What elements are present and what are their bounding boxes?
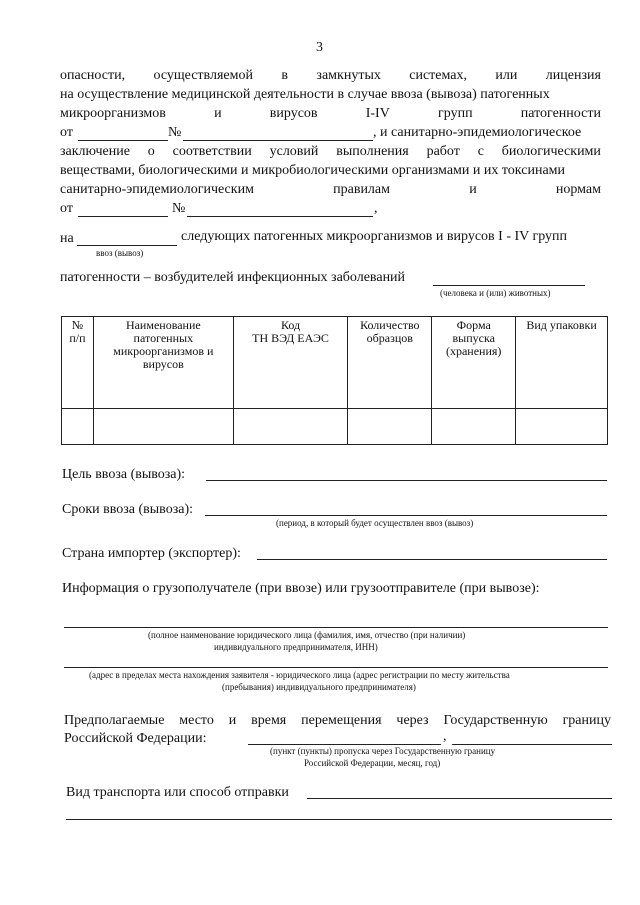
- paragraph1-row5-word: соответствии: [172, 144, 252, 159]
- border-crossing-row1-word: и: [228, 713, 237, 728]
- license-number-sign: №: [168, 125, 182, 140]
- paragraph1-row1-word: опасности,: [60, 68, 126, 83]
- border-crossing-row1-word: место: [179, 713, 214, 728]
- consignee-address-caption-1: (адрес в пределах места нахождения заявителя - юридического лица (адрес регистрации по месту жительства: [89, 670, 510, 680]
- border-crossing-row1-word: через: [396, 713, 429, 728]
- paragraph1-row3-word: микроорганизмов: [60, 106, 166, 121]
- terms-field[interactable]: [205, 515, 607, 516]
- cell-quantity[interactable]: [348, 409, 432, 445]
- import-export-caption: ввоз (вывоз): [96, 248, 144, 258]
- paragraph1-row5-word: работ: [426, 144, 460, 159]
- border-crossing-row1-word: Государственную: [443, 713, 548, 728]
- border-caption-1: (пункт (пункты) пропуска через Государственную границу: [270, 746, 496, 756]
- country-label: Страна импортер (экспортер):: [62, 546, 241, 561]
- paragraph1-row5-word: о: [147, 144, 155, 159]
- license-date-prefix: от: [60, 125, 73, 140]
- consignee-label: Информация о грузополучателе (при ввозе) или грузоотправителе (при вывозе):: [62, 581, 540, 596]
- consignee-address-caption-2: (пребывания) индивидуального предпринимателя): [222, 682, 416, 692]
- consignee-address-field[interactable]: [64, 667, 608, 668]
- conclusion-date-field[interactable]: [78, 216, 168, 217]
- pathogenicity-caption: (человека и (или) животных): [440, 288, 551, 298]
- header-code: Код ТН ВЭД ЕАЭС: [233, 317, 348, 409]
- header-number: № п/п: [62, 317, 94, 409]
- paragraph1-row3: [60, 106, 601, 122]
- pathogenicity-field[interactable]: [433, 285, 585, 286]
- paragraph1-row3-word: вирусов: [269, 106, 318, 121]
- purpose-field[interactable]: [206, 480, 607, 481]
- import-export-field[interactable]: [77, 245, 177, 246]
- pathogens-table: [61, 316, 608, 445]
- conclusion-number-sign: №: [172, 201, 186, 216]
- transport-label: Вид транспорта или способ отправки: [66, 785, 289, 800]
- border-point-field[interactable]: [248, 744, 441, 745]
- header-name: Наименование патогенных микроорганизмов и вирусов: [93, 317, 233, 409]
- border-crossing-row1: [64, 713, 611, 729]
- transport-field[interactable]: [307, 798, 612, 799]
- purpose-label: Цель ввоза (вывоза):: [62, 467, 186, 482]
- paragraph1-row1-word: осуществляемой: [153, 68, 253, 83]
- cell-packaging[interactable]: [516, 409, 608, 445]
- paragraph1-row4-tail: , и санитарно-эпидемиологическое: [373, 125, 582, 140]
- border-crossing-row1-word: границу: [562, 713, 611, 728]
- paragraph1-row1-word: замкнутых: [316, 68, 381, 83]
- border-crossing-row1-word: перемещения: [301, 713, 382, 728]
- header-packaging: Вид упаковки: [516, 317, 608, 409]
- paragraph1-row1-word: в: [281, 68, 289, 83]
- paragraph1-row7-word: нормам: [555, 182, 601, 197]
- border-date-field[interactable]: [452, 744, 612, 745]
- license-number-field[interactable]: [183, 140, 373, 141]
- na-suffix: следующих патогенных микроорганизмов и вирусов I - IV групп: [181, 229, 568, 244]
- paragraph1-row1-word: лицензия: [545, 68, 601, 83]
- consignee-name-caption-2: индивидуального предпринимателя, ИНН): [214, 642, 378, 652]
- license-date-field[interactable]: [78, 140, 168, 141]
- paragraph1-row7: [60, 182, 601, 198]
- cell-form[interactable]: [432, 409, 516, 445]
- paragraph1-row5-word: биологическими: [501, 144, 601, 159]
- paragraph1-row1: [60, 68, 601, 84]
- paragraph1-row3-word: I-IV: [365, 106, 390, 121]
- paragraph1-row3-word: и: [214, 106, 222, 121]
- border-crossing-row1-word: время: [251, 713, 287, 728]
- paragraph1-row5: [60, 144, 601, 160]
- paragraph1-row2: на осуществление медицинской деятельности в случае ввоза (вывоза) патогенных: [60, 87, 550, 102]
- border-crossing-row1-word: Предполагаемые: [64, 713, 165, 728]
- paragraph1-row5-word: заключение: [60, 144, 130, 159]
- terms-caption: (период, в который будет осуществлен ввоз (вывоз): [276, 518, 474, 528]
- border-caption-2: Российской Федерации, месяц, год): [304, 758, 441, 768]
- border-crossing-row2: Российской Федерации:: [64, 731, 207, 746]
- paragraph1-row5-word: с: [477, 144, 484, 159]
- border-comma: ,: [443, 729, 447, 744]
- consignee-name-caption-1: (полное наименование юридического лица (фамилия, имя, отчество (при наличии): [148, 630, 466, 640]
- table-row[interactable]: [62, 409, 608, 445]
- paragraph1-row1-word: или: [495, 68, 518, 83]
- page-number: 3: [316, 40, 323, 55]
- paragraph1-row3-word: групп: [438, 106, 473, 121]
- consignee-name-field[interactable]: [64, 627, 608, 628]
- conclusion-date-prefix: от: [60, 201, 73, 216]
- header-form: Форма выпуска (хранения): [432, 317, 516, 409]
- paragraph1-row7-word: санитарно-эпидемиологическим: [60, 182, 254, 197]
- paragraph1-row5-word: выполнения: [336, 144, 409, 159]
- terms-label: Сроки ввоза (вывоза):: [62, 502, 193, 517]
- paragraph1-row3-word: патогенности: [520, 106, 601, 121]
- paragraph1-row7-word: и: [469, 182, 477, 197]
- paragraph1-row7-word: правилам: [333, 182, 390, 197]
- paragraph1-row8-tail: ,: [374, 201, 378, 216]
- paragraph1-row5-word: условий: [269, 144, 319, 159]
- transport-field-continued[interactable]: [66, 819, 612, 820]
- na-prefix: на: [60, 231, 74, 246]
- cell-number[interactable]: [62, 409, 94, 445]
- cell-name[interactable]: [93, 409, 233, 445]
- conclusion-number-field[interactable]: [187, 216, 373, 217]
- cell-code[interactable]: [233, 409, 348, 445]
- country-field[interactable]: [257, 559, 607, 560]
- table-header-row: [62, 317, 608, 409]
- header-quantity: Количество образцов: [348, 317, 432, 409]
- paragraph1-row1-word: системах,: [409, 68, 467, 83]
- pathogenicity-label: патогенности – возбудителей инфекционных заболеваний: [60, 270, 406, 285]
- paragraph1-row6: веществами, биологическими и микробиологическими организмами и их токсинами: [60, 163, 566, 178]
